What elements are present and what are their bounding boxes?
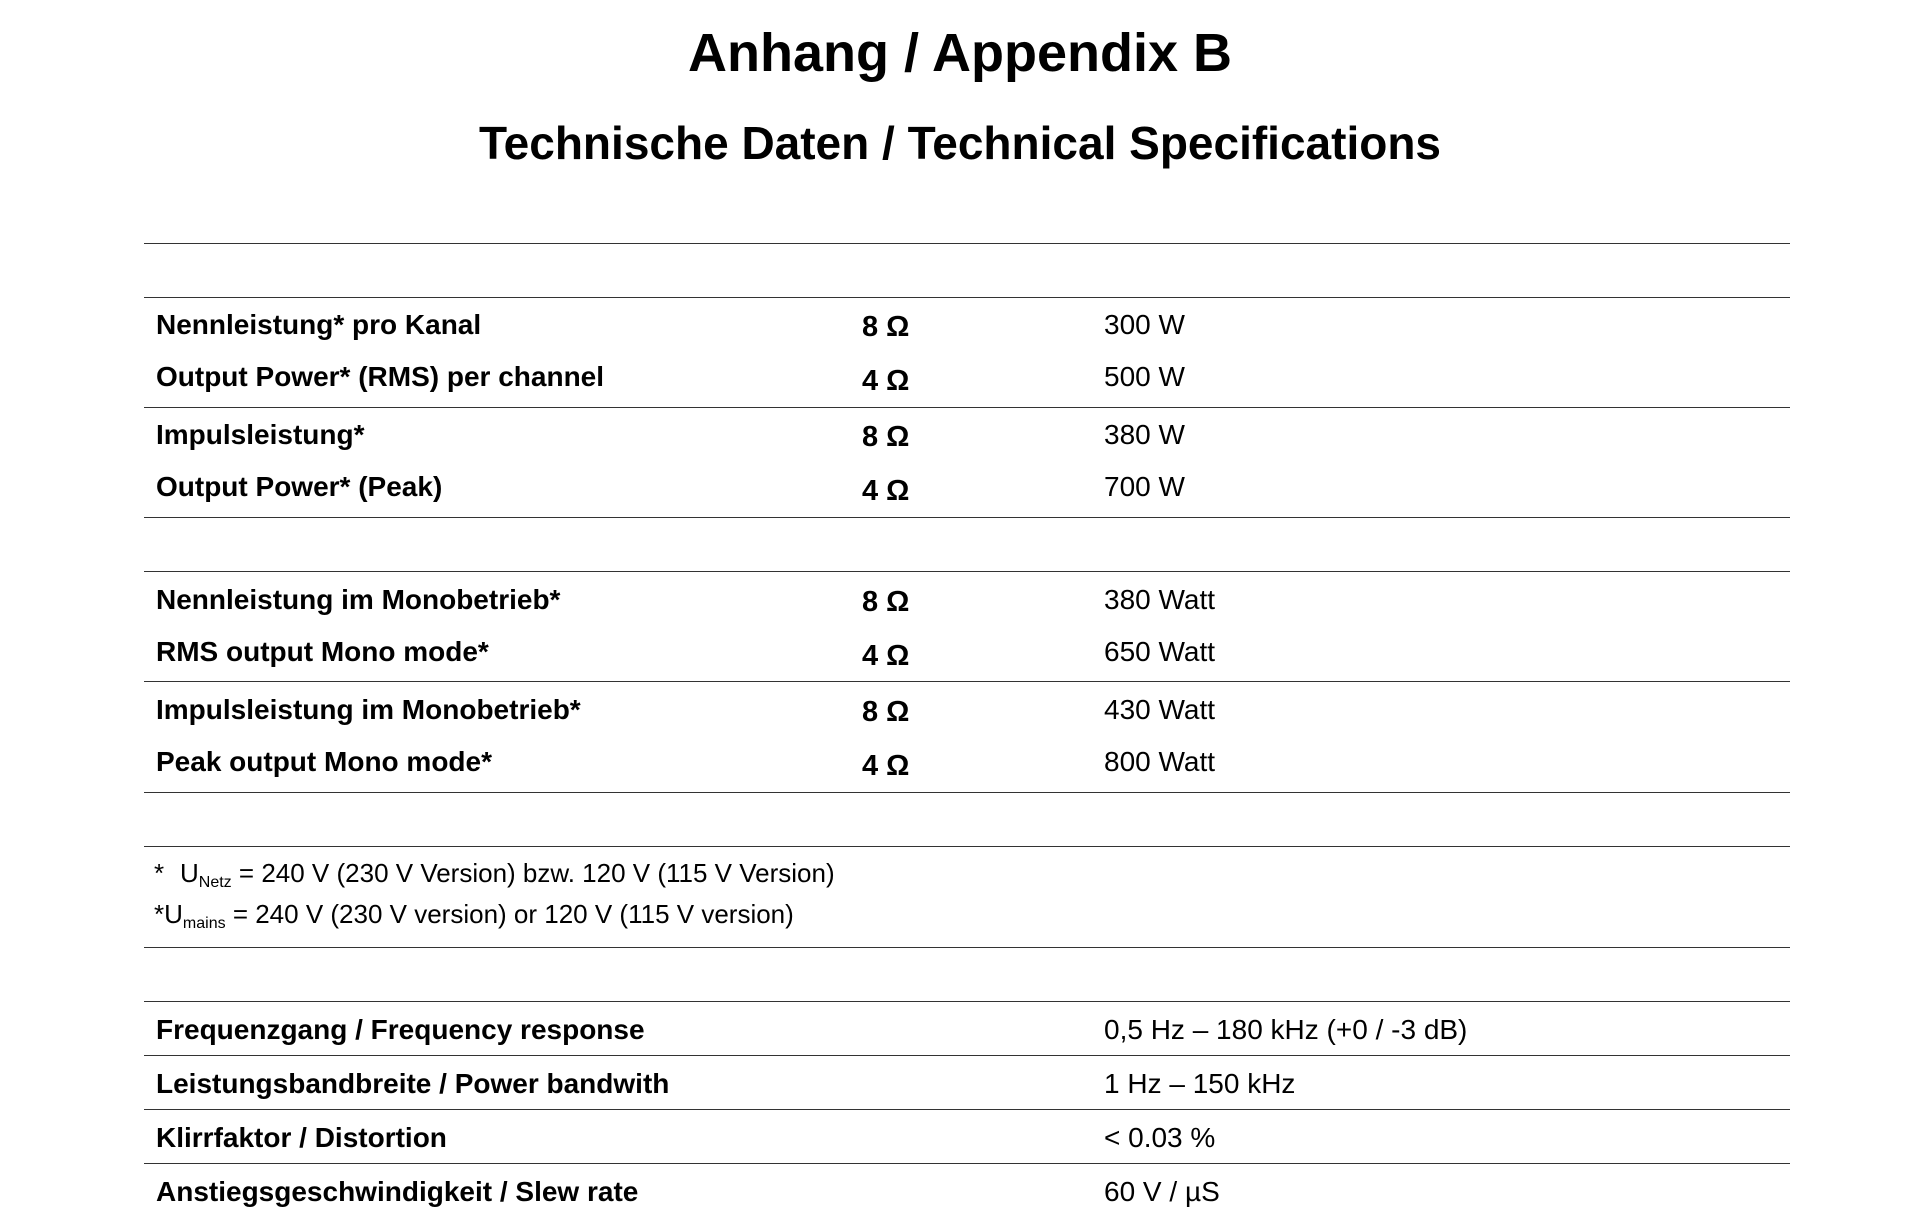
footnote-text: = 240 V (230 V Version) bzw. 120 V (115 V Version): [231, 858, 835, 888]
impedance-value: 4 Ω: [862, 750, 910, 782]
divider: [144, 681, 1790, 682]
spec-label: RMS output Mono mode*: [156, 636, 489, 667]
spec-label: Anstiegsgeschwindigkeit / Slew rate: [156, 1176, 639, 1207]
spec-label: Peak output Mono mode*: [156, 746, 492, 777]
spec-label: Impulsleistung im Monobetrieb*: [156, 694, 581, 725]
divider: [144, 517, 1790, 518]
footnote: [154, 899, 794, 939]
footnote-text: = 240 V (230 V version) or 120 V (115 V version): [225, 899, 794, 929]
page-subtitle: Technische Daten / Technical Specifications: [478, 117, 1442, 169]
spec-label: Nennleistung* pro Kanal: [156, 309, 482, 340]
impedance-value: 4 Ω: [862, 640, 910, 672]
spec-value: 430 Watt: [1104, 694, 1216, 725]
spec-value: < 0.03 %: [1104, 1122, 1216, 1153]
spec-value: 800 Watt: [1104, 746, 1216, 777]
spec-value: 650 Watt: [1104, 636, 1216, 667]
spec-value: 300 W: [1104, 309, 1185, 340]
spec-value: 0,5 Hz – 180 kHz (+0 / -3 dB): [1104, 1014, 1468, 1045]
divider: [144, 571, 1790, 572]
divider: [144, 407, 1790, 408]
impedance-value: 4 Ω: [862, 475, 910, 507]
impedance-value: 8 Ω: [862, 311, 910, 343]
spec-label: Klirrfaktor / Distortion: [156, 1122, 447, 1153]
divider: [144, 1055, 1790, 1056]
footnote-subscript: Netz: [198, 874, 232, 891]
spec-value: 380 Watt: [1104, 584, 1216, 615]
spec-value: 700 W: [1104, 471, 1185, 502]
impedance-value: 8 Ω: [862, 696, 910, 728]
spec-value: 60 V / µS: [1104, 1176, 1220, 1207]
divider: [144, 1109, 1790, 1110]
impedance-value: 8 Ω: [862, 586, 910, 618]
divider: [144, 947, 1790, 948]
spec-label: Impulsleistung*: [156, 419, 365, 450]
footnote-marker: *: [154, 858, 165, 888]
footnote: [154, 858, 835, 898]
footnote-marker: *: [154, 899, 165, 929]
page-title: Anhang / Appendix B: [688, 23, 1232, 83]
spec-label: Output Power* (RMS) per channel: [156, 361, 605, 392]
footnote-subscript: mains: [182, 915, 226, 932]
spec-label: Frequenzgang / Frequency response: [156, 1014, 645, 1045]
divider: [144, 1001, 1790, 1002]
impedance-value: 4 Ω: [862, 365, 910, 397]
divider: [144, 243, 1790, 244]
spec-label: Output Power* (Peak): [156, 471, 443, 502]
footnote-symbol: U: [164, 899, 183, 929]
divider: [144, 792, 1790, 793]
spec-value: 380 W: [1104, 419, 1185, 450]
spec-value: 500 W: [1104, 361, 1185, 392]
divider: [144, 846, 1790, 847]
impedance-value: 8 Ω: [862, 421, 910, 453]
footnote-symbol: U: [180, 858, 199, 888]
divider: [144, 1163, 1790, 1164]
spec-label: Nennleistung im Monobetrieb*: [156, 584, 561, 615]
divider: [144, 297, 1790, 298]
spec-value: 1 Hz – 150 kHz: [1104, 1068, 1296, 1099]
spec-label: Leistungsbandbreite / Power bandwith: [156, 1068, 670, 1099]
